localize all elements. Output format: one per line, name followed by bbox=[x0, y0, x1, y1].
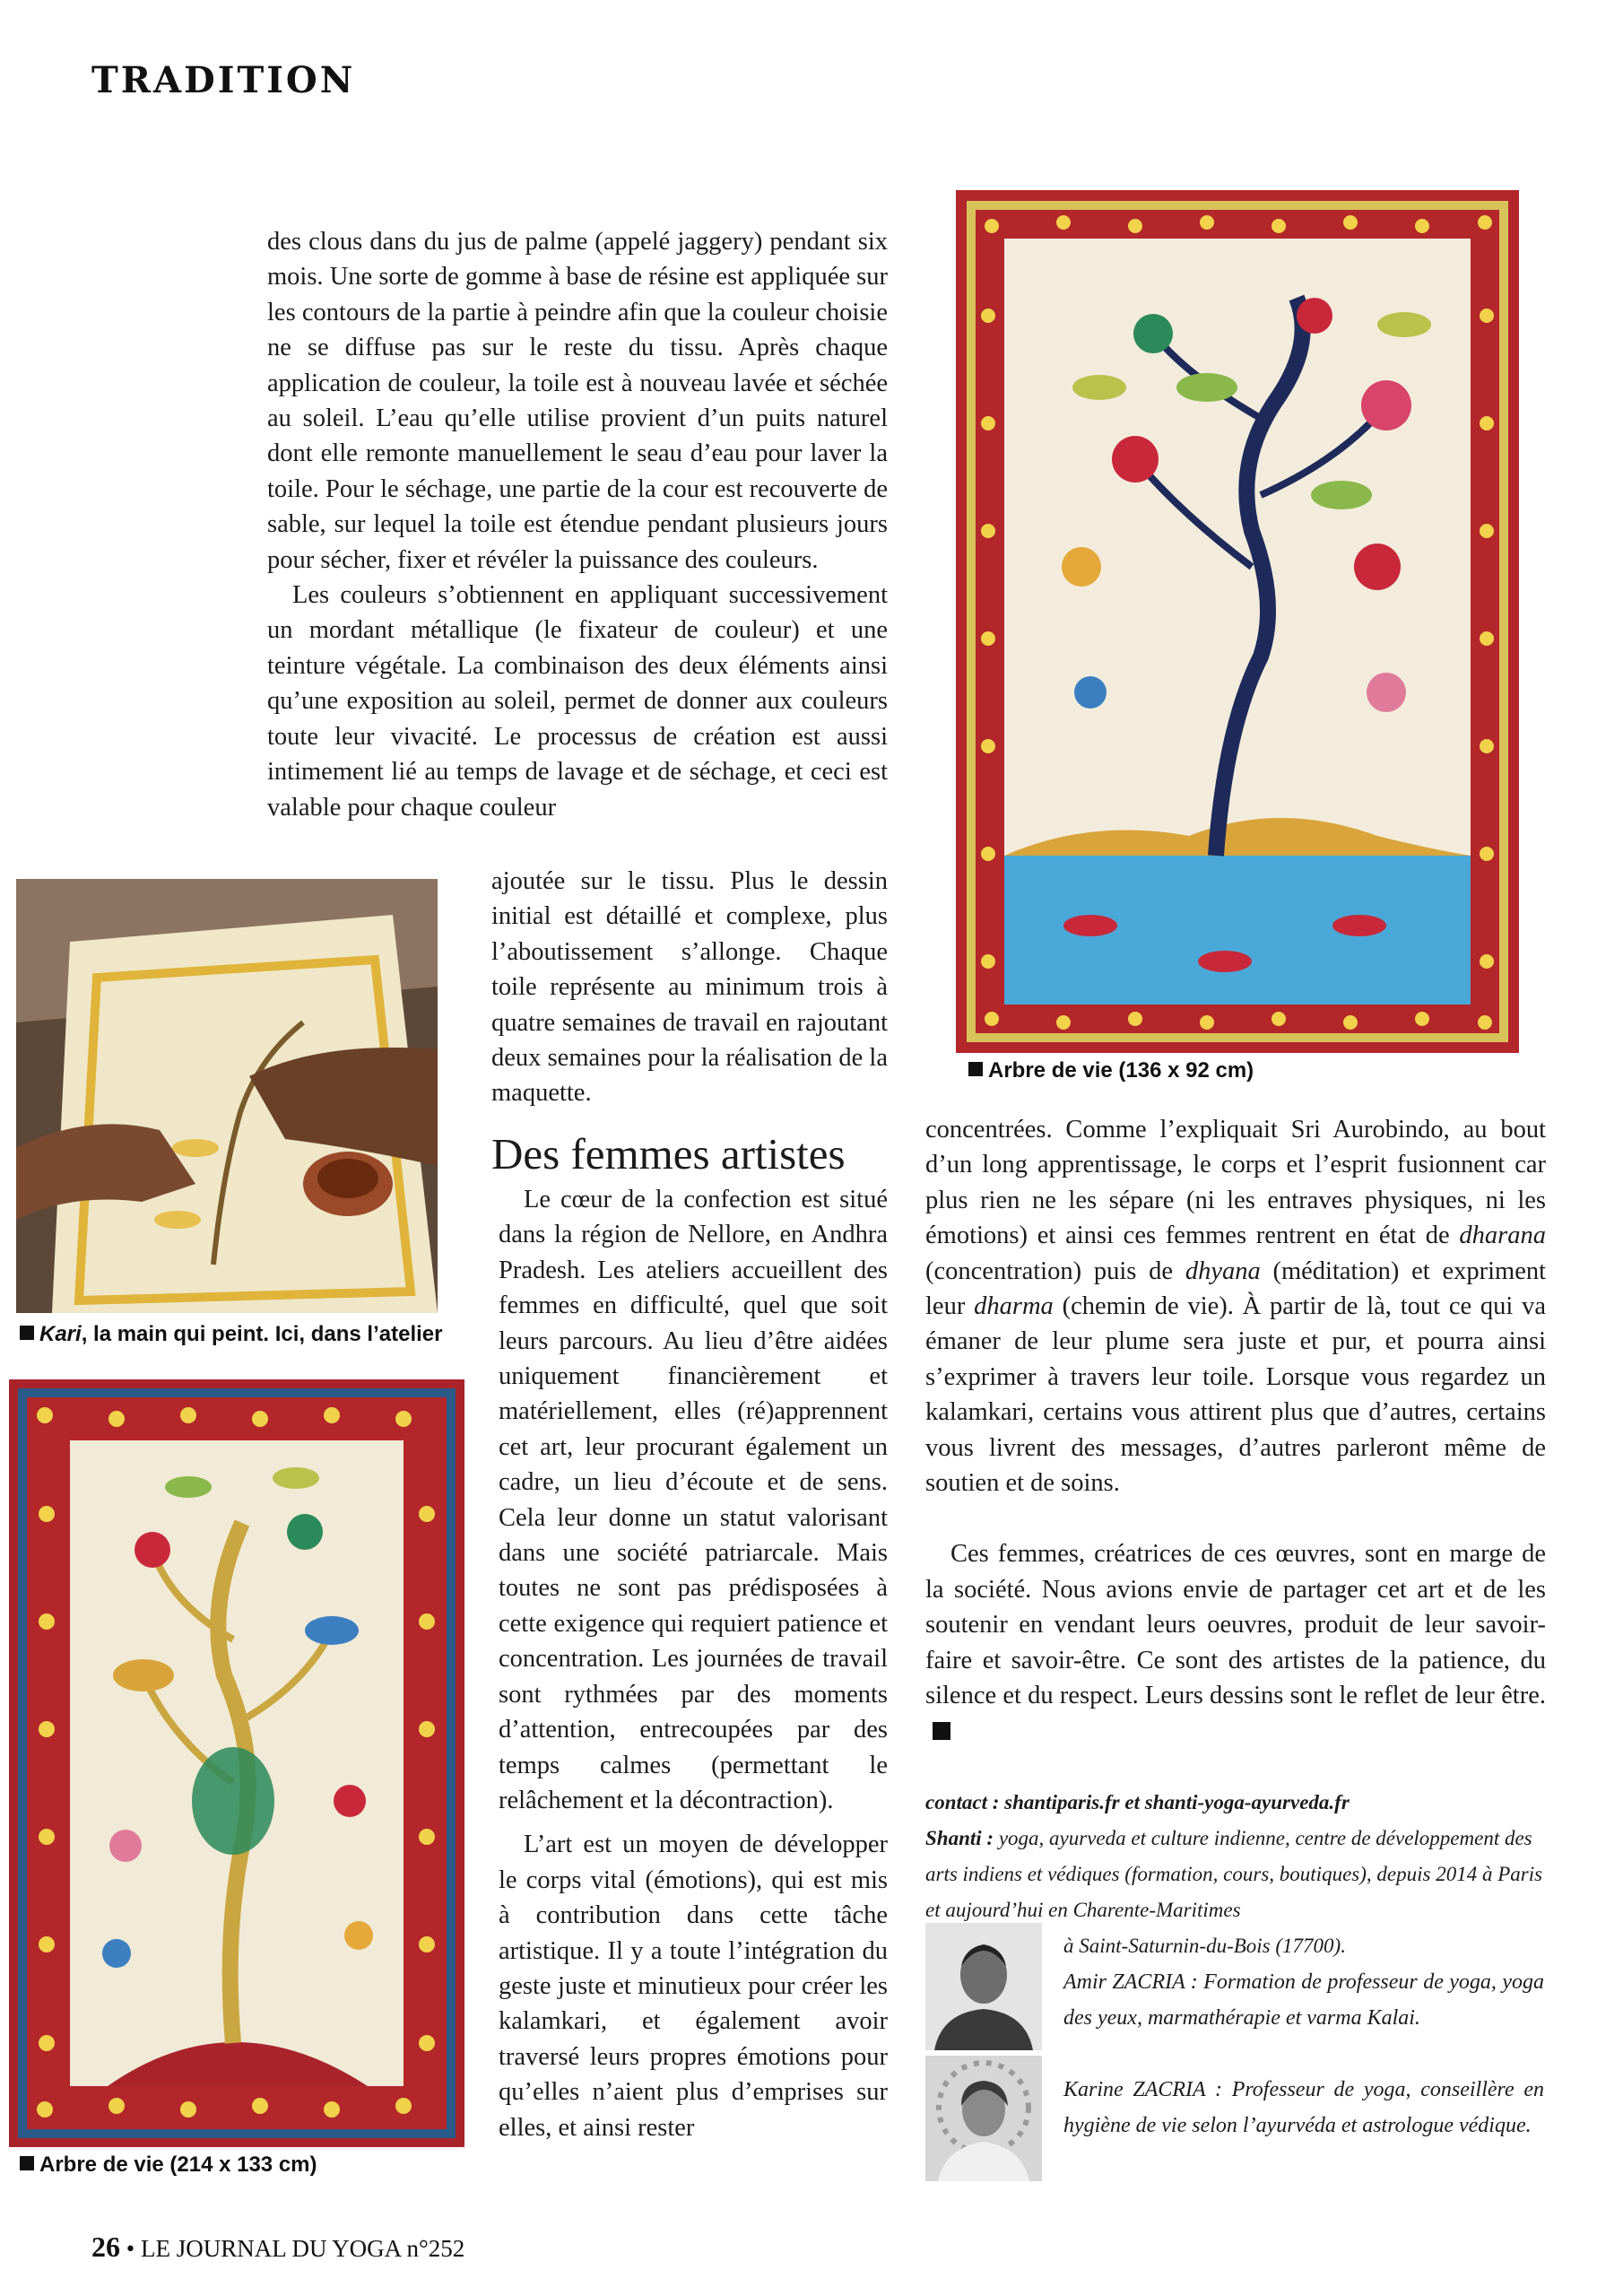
shanti-description: yoga, ayurveda et culture indienne, centre de développement des arts indiens et védiques (formation, cours, boutiques), depuis 2014 à Paris et aujourd’hui en Charente-Maritimes bbox=[925, 1827, 1543, 1921]
text-column-left-continued bbox=[491, 864, 888, 1111]
contact-block bbox=[925, 1785, 1544, 1928]
end-mark-icon bbox=[933, 1722, 950, 1740]
contact-line: contact : shantiparis.fr et shanti-yoga-ayurveda.fr bbox=[925, 1791, 1350, 1813]
caption-bottom-left: Arbre de vie (214 x 133 cm) bbox=[20, 2152, 317, 2178]
caption-square-icon bbox=[20, 2156, 34, 2170]
text-column-left bbox=[267, 224, 888, 825]
paragraph: Les couleurs s’obtiennent en appliquant successivement un mordant métallique (le fixateur de couleur) et une teinture végétale. La combinaison des deux éléments ainsi qu’une exposition au soleil, permet de donner aux couleurs toute leur vivacité. Le processus de création est aussi intimement lié au temps de lavage et de séchage, et ceci est valable pour chaque couleur bbox=[267, 581, 888, 822]
footer-bullet: • bbox=[126, 2235, 135, 2262]
caption-top-right: Arbre de vie (136 x 92 cm) bbox=[968, 1058, 1254, 1083]
paragraph: concentrées. Comme l’expliquait Sri Aurobindo, au bout d’un long apprentissage, le corps et l’esprit fusionnent car plus rien ne les sépare (ni les entraves physiques, ni les émotions) et ainsi ces femmes rentrent en état de dharana (concentration) puis de dhyana (méditation) et expriment leur dharma (chemin de vie). À partir de là, tout ce qui va émaner de leur plume sera juste et pur, et pourra ainsi s’exprimer à travers leur toile. Lorsque vous regardez un kalamkari, certains vous attirent plus que d’autres, certains vous livrent des messages, d’autres parleront même de soutien et de soins. bbox=[925, 1116, 1547, 1498]
paragraph: L’art est un moyen de développer le corps vital (émotions), qui est mis à contribution dans cette tâche artistique. Il y a toute l’intégration du geste juste et minutieux pour créer les kalamkari, et également avoir traversé leurs propres émotions pour qu’elles n’aient plus d’emprises sur elles, et ainsi rester bbox=[499, 1831, 888, 2142]
journal-name: LE JOURNAL DU YOGA n°252 bbox=[140, 2235, 465, 2262]
section-rubric: TRADITION bbox=[91, 59, 356, 101]
portrait-amir bbox=[925, 1923, 1042, 2050]
term-dhyana: dhyana bbox=[1185, 1257, 1261, 1285]
term-dharana: dharana bbox=[1459, 1222, 1546, 1250]
page-footer bbox=[91, 2231, 464, 2264]
bio-amir: Amir ZACRIA : Formation de professeur de yoga, yoga des yeux, marmathérapie et varma Kalai. bbox=[1063, 1970, 1544, 2030]
shanti-label: Shanti : bbox=[925, 1827, 994, 1849]
tapestry-image-bottom-left bbox=[9, 1379, 464, 2147]
paragraph: ajoutée sur le tissu. Plus le dessin initial est détaillé et complexe, plus l’aboutissement s’allonge. Chaque toile représente au minimum trois à quatre semaines de travail en rajoutant deux semaines pour la réalisation de la maquette. bbox=[491, 867, 888, 1108]
tapestry-image-top-right bbox=[956, 190, 1519, 1053]
portrait-karine bbox=[925, 2056, 1042, 2181]
text-column-middle bbox=[499, 1182, 888, 2145]
caption-workshop: Kari, la main qui peint. Ici, dans l’atelier bbox=[20, 1322, 442, 1347]
term-dharma: dharma bbox=[974, 1292, 1054, 1321]
paragraph: Le cœur de la confection est situé dans la région de Nellore, en Andhra Pradesh. Les ateliers accueillent des femmes en difficulté, quel que soit leurs parcours. Au lieu d’être aidées uniquement financièrement et matériellement, elles (ré)apprennent cet art, leur procurant également un cadre, un lieu d’écoute et de sens. Cela leur donne un statut valorisant dans une société patriarcale. Mais toutes ne sont pas prédisposées à cette exigence qui requiert patience et concentration. Les journées de travail sont rythmées par des moments d’attention, entrecoupées par des temps calmes (permettant le relâchement et la décontraction). bbox=[499, 1186, 888, 1814]
caption-square-icon bbox=[968, 1062, 983, 1076]
caption-square-icon bbox=[20, 1326, 34, 1340]
text-column-right bbox=[925, 1112, 1546, 1749]
section-heading: Des femmes artistes bbox=[491, 1129, 846, 1178]
page-number: 26 bbox=[91, 2231, 120, 2263]
bio-karine: Karine ZACRIA : Professeur de yoga, conseillère en hygiène de vie selon l’ayurvéda et astrologue védique. bbox=[1063, 2078, 1544, 2137]
paragraph: Ces femmes, créatrices de ces œuvres, sont en marge de la société. Nous avions envie de partager cet art et de les soutenir en vendant leurs oeuvres, produit de leur savoir-faire et savoir-être. Ce sont des artistes de la patience, du silence et du respect. Leurs dessins sont le reflet de leur être. bbox=[925, 1536, 1546, 1748]
shanti-place: à Saint-Saturnin-du-Bois (17700). bbox=[1063, 1935, 1346, 1957]
workshop-photo bbox=[16, 879, 438, 1313]
paragraph: des clous dans du jus de palme (appelé jaggery) pendant six mois. Une sorte de gomme à base de résine est appliquée sur les contours de la partie à peindre afin que la couleur choisie ne se diffuse pas sur le reste du tissu. Après chaque application de couleur, la toile est à nouveau lavée et séchée au soleil. L’eau qu’elle utilise provient d’un puits naturel dont elle remonte manuellement le seau d’eau pour laver la toile. Pour le séchage, une partie de la cour est recouverte de sable, sur lequel la toile est étendue pendant plusieurs jours pour sécher, fixer et révéler la puissance des couleurs. bbox=[267, 228, 888, 574]
